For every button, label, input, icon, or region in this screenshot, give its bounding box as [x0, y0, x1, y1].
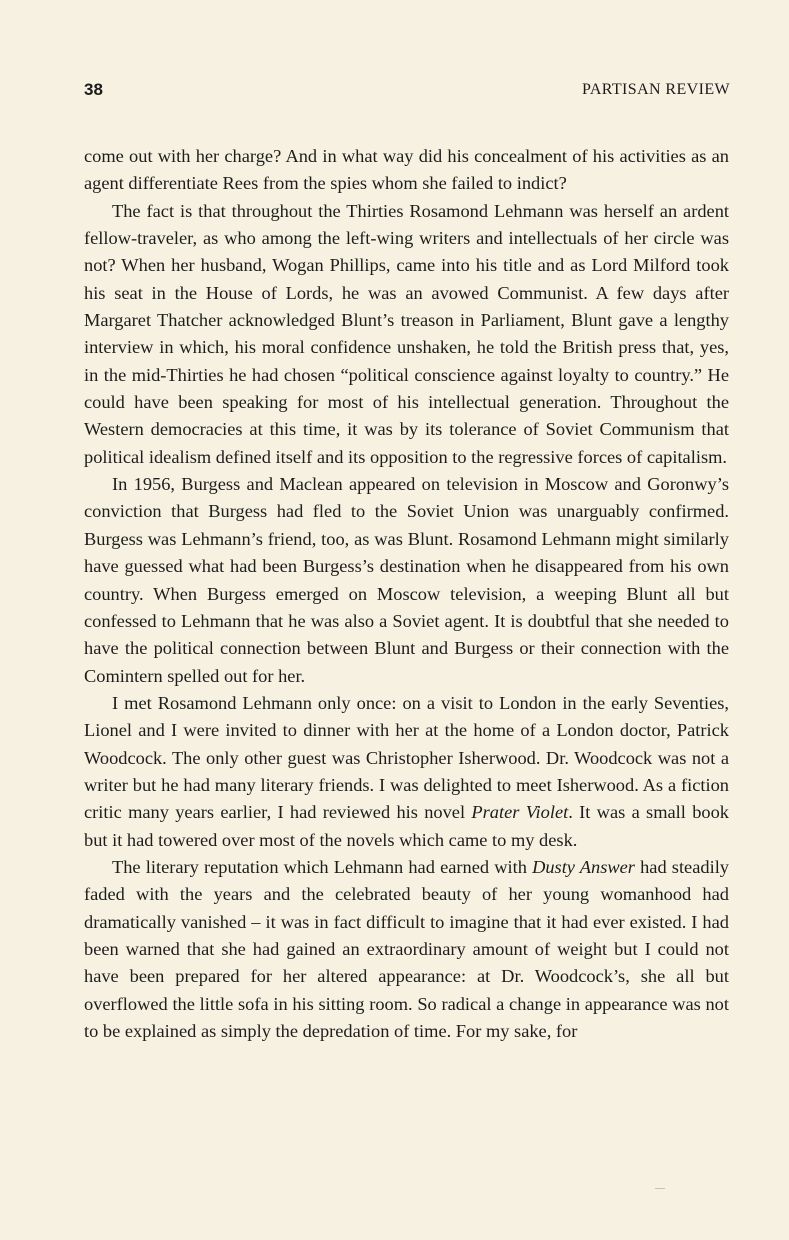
page-header [84, 80, 730, 104]
running-head: PARTISAN REVIEW [581, 81, 730, 98]
paragraph-5-text-end: had steadily faded with the years and the celebrated beauty of her young womanhood had dramatically vanished – it was in fact difficult to imagine that it had ever existed. I had been warned that she had gained an extraordinary amount of weight but I could not have been prepared for her altered appearance: at Dr. Woodcock’s, she all but overflowed the little sofa in his sitting room. So radical a change in appearance was not to be explained as simply the depredation of time. For my sake, for [84, 856, 729, 1041]
paragraph-3: In 1956, Burgess and Maclean appeared on television in Moscow and Goronwy’s conviction that Burgess had fled to the Soviet Union was unarguably confirmed. Burgess was Lehmann’s friend, too, as was Blunt. Rosamond Lehmann might similarly have guessed what had been Burgess’s destination when he disappeared from his own country. When Burgess emerged on Moscow television, a weeping Blunt all but confessed to Lehmann that he was also a Soviet agent. It is doubtful that she needed to have the political connection between Blunt and Burgess or their connection with the Comintern spelled out for her. [84, 474, 729, 686]
paragraph-2: The fact is that throughout the Thirties Rosamond Lehmann was herself an ardent fellow-traveler, as who among the left-wing writers and intellectuals of her circle was not? When her husband, Wogan Phillips, came into his title and as Lord Milford took his seat in the House of Lords, he was an avowed Communist. A few days after Margaret Thatcher acknowledged Blunt’s treason in Parliament, Blunt gave a lengthy interview in which, his moral confidence unshaken, he told the British press that, yes, in the mid-Thirties he had chosen “political conscience against loyalty to country.” He could have been speaking for most of his intellectual generation. Throughout the Western democracies at this time, it was by its tolerance of Soviet Communism that political idealism defined itself and its opposition to the regressive forces of capitalism. [84, 200, 729, 467]
paragraph-1: come out with her charge? And in what way did his concealment of his activities as an agent differentiate Rees from the spies whom she failed to indict? [84, 146, 729, 194]
book-title-dusty-answer: Dusty Answer [532, 856, 635, 877]
paragraph-5-text-start: The literary reputation which Lehmann had earned with [112, 856, 533, 877]
body-text [84, 143, 729, 1045]
page-number: 38 [84, 80, 103, 99]
paragraph-4 [84, 690, 729, 854]
book-title-prater-violet: Prater Violet [471, 802, 569, 823]
paragraph-5 [84, 854, 729, 1045]
paragraph-4-text-start: I met Rosamond Lehmann only once: on a visit to London in the early Seventies, Lionel and I were invited to dinner with her at the home of a London doctor, Patrick Woodcock. The only other guest was Christopher Isherwood. Dr. Woodcock was not a writer but he had many literary friends. I was delighted to meet Isherwood. As a fiction critic many years earlier, I had reviewed his novel [84, 692, 729, 823]
paragraph-4-text-end: . It was a small book but it had towered over most of the novels which came to my desk. [84, 802, 729, 850]
page-smudge-mark [655, 1188, 665, 1189]
